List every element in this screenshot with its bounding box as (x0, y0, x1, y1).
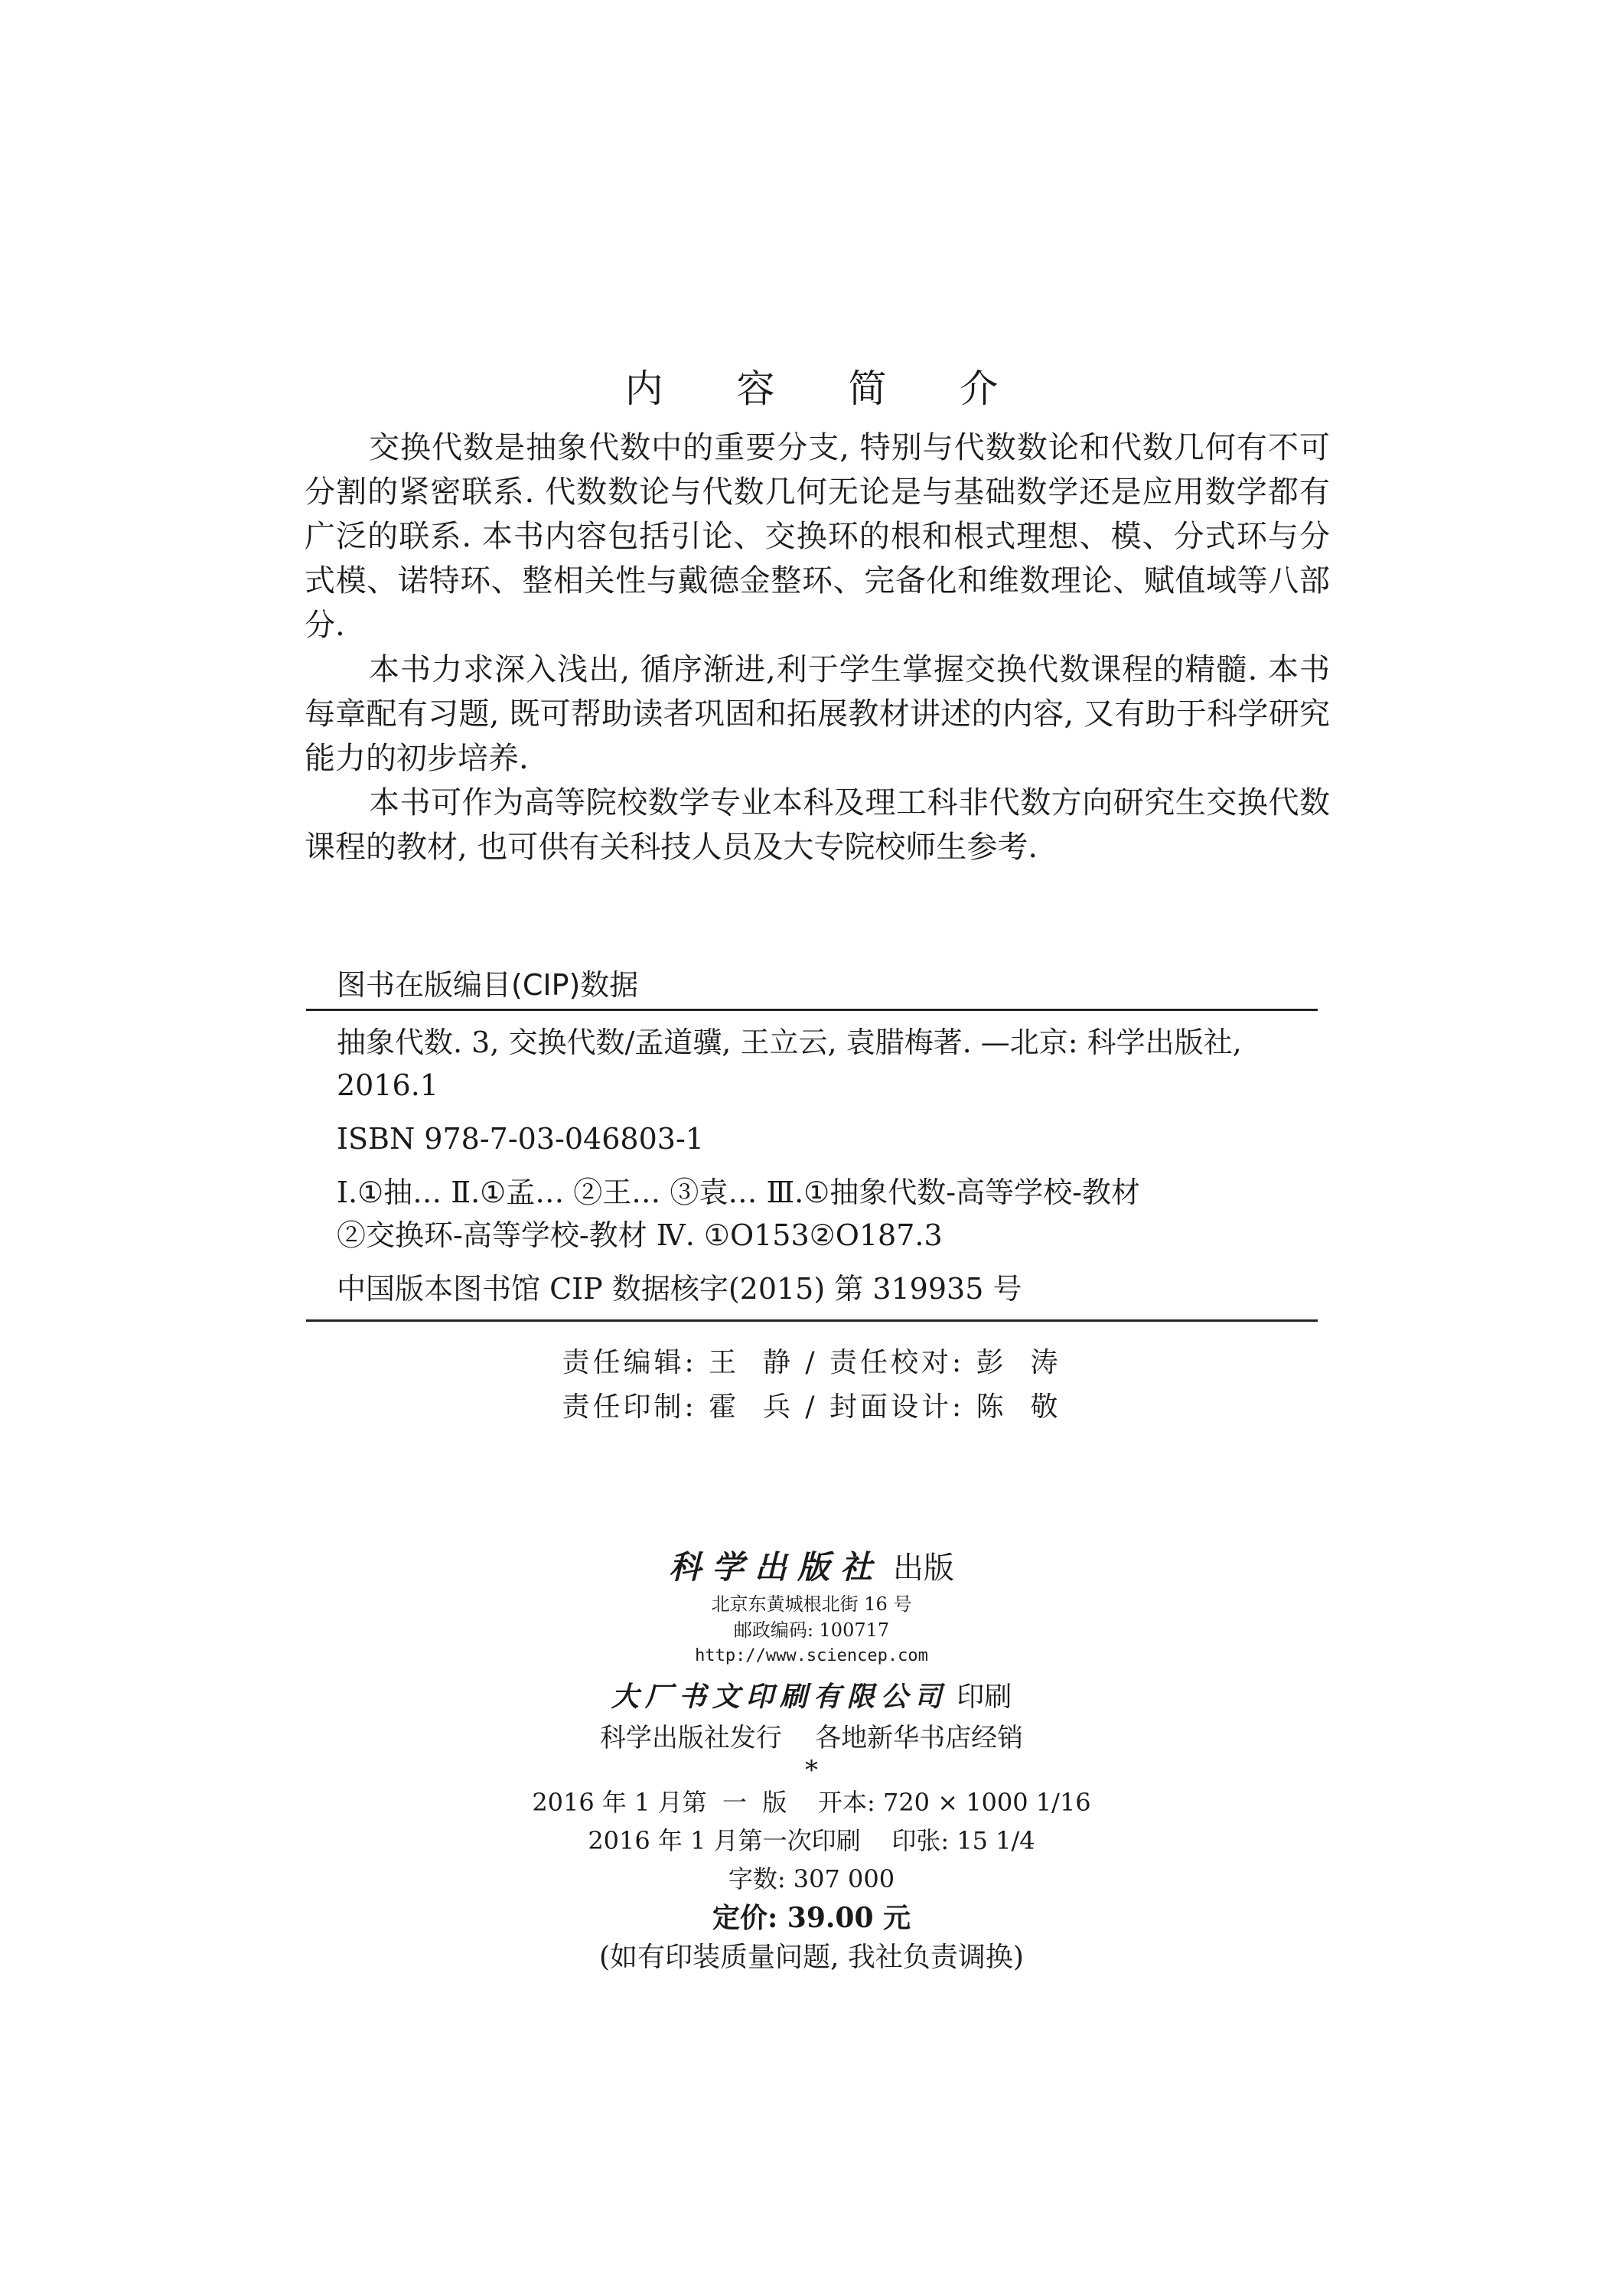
price: 定价: 39.00 元 (712, 1902, 911, 1934)
publisher-postcode: 邮政编码: 100717 (733, 1619, 890, 1641)
summary-paragraph: 本书力求深入浅出, 循序渐进,利于学生掌握交换代数课程的精髓. 本书每章配有习题, 既可帮助读者巩固和拓展教材讲述的内容, 又有助于科学研究能力的初步培养. (305, 652, 1330, 776)
summary-paragraph: 本书可作为高等院校数学专业本科及理工科非代数方向研究生交换代数课程的教材, 也可供有关科技人员及大专院校师生参考. (305, 785, 1330, 865)
cip-record-line: 抽象代数. 3, 交换代数/孟道骥, 王立云, 袁腊梅著. —北京: 科学出版社, (337, 1026, 1242, 1059)
publisher-url: http://www.sciencep.com (695, 1646, 928, 1665)
cip-record (337, 1021, 1324, 1310)
word-count: 字数: 307 000 (728, 1864, 895, 1893)
colophon (0, 1544, 1623, 1978)
printer-suffix: 印刷 (957, 1681, 1012, 1713)
editorial-credits (0, 1341, 1623, 1430)
cip-classification-line: ②交换环-高等学校-教材 Ⅳ. ①O153②O187.3 (337, 1218, 943, 1252)
printing-line: 2016 年 1 月第一次印刷 印张: 15 1/4 (588, 1826, 1035, 1855)
cip-classification-line: Ⅰ.①抽… Ⅱ.①孟… ②王… ③袁… Ⅲ.①抽象代数-高等学校-教材 (337, 1176, 1140, 1209)
publisher-name: 科学出版社 (669, 1548, 884, 1586)
publisher-line (0, 1544, 1623, 1591)
cip-gap (337, 1160, 1324, 1171)
quality-note: (如有印装质量问题, 我社负责调换) (599, 1942, 1024, 1973)
cip-approval-number: 中国版本图书馆 CIP 数据核字(2015) 第 319935 号 (337, 1272, 1022, 1306)
cip-bottom-rule (306, 1319, 1318, 1322)
printer-line (0, 1675, 1623, 1719)
summary-title: 内 容 简 介 (624, 367, 1029, 411)
printer-name: 大厂书文印刷有限公司 (611, 1681, 948, 1713)
edition-line: 2016 年 1 月第 一 版 开本: 720 × 1000 1/16 (532, 1788, 1091, 1817)
distribution-line: 科学出版社发行 各地新华书店经销 (599, 1723, 1024, 1753)
publisher-address: 北京东黄城根北街 16 号 (711, 1593, 912, 1615)
cip-top-rule (306, 1009, 1318, 1011)
credits-line: 责任印制: 霍 兵 / 封面设计: 陈 敬 (562, 1391, 1061, 1423)
summary-body (305, 426, 1330, 869)
cip-gap (337, 1257, 1324, 1267)
publisher-suffix: 出版 (892, 1551, 954, 1586)
summary-paragraph: 交换代数是抽象代数中的重要分支, 特别与代数数论和代数几何有不可分割的紧密联系. 代数数论与代数几何无论是与基础数学还是应用数学都有广泛的联系. 本书内容包括引论、交换环的根和根式理想、模、分式环与分式模、诺特环、整相关性与戴德金整环、完备化和维数理论、赋值域等八部分. (305, 430, 1330, 643)
cip-record-line: 2016.1 (337, 1068, 438, 1102)
cip-heading: 图书在版编目(CIP)数据 (337, 968, 639, 1002)
cip-gap (337, 1107, 1324, 1117)
separator-star: * (805, 1755, 818, 1786)
credits-line: 责任编辑: 王 静 / 责任校对: 彭 涛 (562, 1347, 1061, 1378)
cip-isbn: ISBN 978-7-03-046803-1 (337, 1122, 704, 1156)
